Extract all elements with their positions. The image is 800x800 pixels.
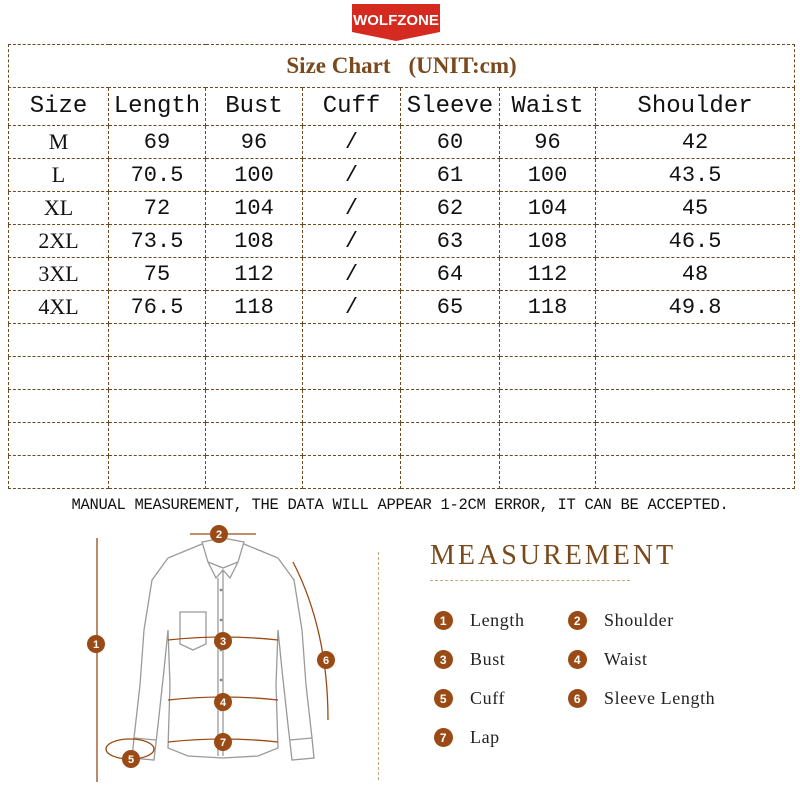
legend-item-cuff bbox=[434, 688, 505, 709]
legend-label: Waist bbox=[604, 649, 648, 669]
table-cell: 4XL bbox=[9, 291, 109, 324]
table-cell bbox=[9, 357, 109, 390]
shirt-diagram bbox=[80, 520, 350, 800]
table-cell: 104 bbox=[206, 192, 303, 225]
table-cell: 45 bbox=[596, 192, 795, 225]
table-cell: 42 bbox=[596, 126, 795, 159]
table-row bbox=[9, 258, 795, 291]
marker-2 bbox=[210, 525, 228, 543]
table-cell bbox=[303, 324, 401, 357]
table-cell bbox=[596, 324, 795, 357]
empty-table-row bbox=[9, 324, 795, 357]
legend-item-bust bbox=[434, 649, 505, 670]
measurement-note: MANUAL MEASUREMENT, THE DATA WILL APPEAR 1-2CM ERROR, IT CAN BE ACCEPTED. bbox=[71, 496, 729, 514]
number-badge-icon: 4 bbox=[568, 650, 587, 669]
diagram-markers bbox=[87, 525, 335, 768]
measurement-title-rule bbox=[430, 580, 630, 581]
table-header-row bbox=[9, 88, 795, 126]
column-header: Waist bbox=[500, 88, 596, 126]
table-cell bbox=[401, 423, 500, 456]
legend-label: Length bbox=[470, 610, 525, 630]
table-cell: M bbox=[9, 126, 109, 159]
table-cell: 43.5 bbox=[596, 159, 795, 192]
table-cell bbox=[9, 390, 109, 423]
table-cell bbox=[401, 456, 500, 489]
table-cell: 104 bbox=[500, 192, 596, 225]
table-cell: 63 bbox=[401, 225, 500, 258]
number-badge-icon: 7 bbox=[434, 728, 453, 747]
table-row bbox=[9, 126, 795, 159]
number-badge-icon: 2 bbox=[568, 611, 587, 630]
table-cell bbox=[109, 324, 206, 357]
table-row bbox=[9, 291, 795, 324]
size-chart-unit: (UNIT:cm) bbox=[408, 53, 517, 78]
empty-table-row bbox=[9, 423, 795, 456]
table-cell bbox=[109, 390, 206, 423]
table-cell bbox=[500, 324, 596, 357]
sleeve-line bbox=[293, 562, 328, 720]
table-cell bbox=[9, 456, 109, 489]
legend-item-length bbox=[434, 610, 525, 631]
legend-label: Bust bbox=[470, 649, 506, 669]
svg-text:2: 2 bbox=[215, 529, 223, 541]
legend-item-shoulder bbox=[568, 610, 674, 631]
number-badge-icon: 5 bbox=[434, 689, 453, 708]
table-cell bbox=[303, 390, 401, 423]
table-cell: / bbox=[303, 258, 401, 291]
marker-1 bbox=[87, 635, 105, 653]
size-chart-table bbox=[8, 44, 795, 489]
table-cell bbox=[109, 456, 206, 489]
legend-item-waist bbox=[568, 649, 648, 670]
legend-label: Cuff bbox=[470, 688, 506, 708]
number-badge-icon: 1 bbox=[434, 611, 453, 630]
column-header: Cuff bbox=[303, 88, 401, 126]
table-cell: / bbox=[303, 225, 401, 258]
table-cell: 96 bbox=[206, 126, 303, 159]
table-cell: 3XL bbox=[9, 258, 109, 291]
table-cell bbox=[500, 357, 596, 390]
table-cell bbox=[500, 390, 596, 423]
svg-text:3: 3 bbox=[219, 636, 227, 648]
empty-table-row bbox=[9, 456, 795, 489]
empty-table-row bbox=[9, 390, 795, 423]
column-header: Bust bbox=[206, 88, 303, 126]
table-cell bbox=[596, 357, 795, 390]
number-badge-icon: 3 bbox=[434, 650, 453, 669]
svg-text:6: 6 bbox=[322, 655, 330, 667]
table-cell: 100 bbox=[206, 159, 303, 192]
table-cell bbox=[401, 390, 500, 423]
size-chart-title-text: Size Chart bbox=[286, 53, 391, 78]
table-body bbox=[9, 126, 795, 489]
table-cell bbox=[596, 390, 795, 423]
table-cell bbox=[500, 456, 596, 489]
size-chart-title bbox=[9, 45, 795, 88]
table-cell bbox=[401, 324, 500, 357]
table-cell bbox=[9, 324, 109, 357]
table-cell: 69 bbox=[109, 126, 206, 159]
table-cell bbox=[206, 357, 303, 390]
marker-6 bbox=[317, 651, 335, 669]
table-cell: / bbox=[303, 291, 401, 324]
table-cell bbox=[109, 357, 206, 390]
table-cell bbox=[303, 456, 401, 489]
table-cell bbox=[596, 423, 795, 456]
measurement-title: MEASUREMENT bbox=[430, 540, 677, 571]
table-cell: 62 bbox=[401, 192, 500, 225]
legend-label: Shoulder bbox=[604, 610, 674, 630]
column-header: Size bbox=[9, 88, 109, 126]
brand-name: WOLFZONE bbox=[353, 12, 439, 29]
table-cell: 64 bbox=[401, 258, 500, 291]
table-cell bbox=[206, 324, 303, 357]
marker-3 bbox=[214, 632, 232, 650]
table-cell bbox=[596, 456, 795, 489]
table-row bbox=[9, 225, 795, 258]
table-cell: 100 bbox=[500, 159, 596, 192]
table-cell: 118 bbox=[500, 291, 596, 324]
table-cell: 108 bbox=[500, 225, 596, 258]
table-cell: / bbox=[303, 192, 401, 225]
table-cell bbox=[109, 423, 206, 456]
table-cell bbox=[500, 423, 596, 456]
svg-text:4: 4 bbox=[219, 697, 227, 709]
svg-text:7: 7 bbox=[219, 737, 227, 749]
legend-label: Lap bbox=[470, 727, 500, 747]
legend-item-sleeve-length bbox=[568, 688, 715, 709]
table-cell: 73.5 bbox=[109, 225, 206, 258]
table-cell bbox=[206, 390, 303, 423]
table-cell: 48 bbox=[596, 258, 795, 291]
svg-text:1: 1 bbox=[92, 639, 100, 651]
table-cell: 72 bbox=[109, 192, 206, 225]
table-cell bbox=[303, 423, 401, 456]
marker-4 bbox=[214, 693, 232, 711]
table-cell: 2XL bbox=[9, 225, 109, 258]
column-header: Shoulder bbox=[596, 88, 795, 126]
table-cell: 112 bbox=[500, 258, 596, 291]
table-cell bbox=[206, 456, 303, 489]
table-cell: 46.5 bbox=[596, 225, 795, 258]
svg-text:5: 5 bbox=[127, 754, 135, 766]
table-cell bbox=[401, 357, 500, 390]
table-row bbox=[9, 159, 795, 192]
table-cell: 70.5 bbox=[109, 159, 206, 192]
table-cell: 65 bbox=[401, 291, 500, 324]
table-cell: 76.5 bbox=[109, 291, 206, 324]
table-cell: L bbox=[9, 159, 109, 192]
brand-logo bbox=[350, 2, 442, 42]
legend-label: Sleeve Length bbox=[604, 688, 716, 708]
table-row bbox=[9, 192, 795, 225]
number-badge-icon: 6 bbox=[568, 689, 587, 708]
marker-7 bbox=[214, 733, 232, 751]
table-cell bbox=[206, 423, 303, 456]
table-cell bbox=[9, 423, 109, 456]
table-cell: / bbox=[303, 126, 401, 159]
empty-table-row bbox=[9, 357, 795, 390]
table-cell: 49.8 bbox=[596, 291, 795, 324]
table-cell: 118 bbox=[206, 291, 303, 324]
table-cell bbox=[303, 357, 401, 390]
section-divider bbox=[378, 552, 379, 780]
table-cell: 61 bbox=[401, 159, 500, 192]
table-cell: 75 bbox=[109, 258, 206, 291]
column-header: Length bbox=[109, 88, 206, 126]
table-cell: / bbox=[303, 159, 401, 192]
table-cell: 108 bbox=[206, 225, 303, 258]
table-cell: 60 bbox=[401, 126, 500, 159]
table-cell: 112 bbox=[206, 258, 303, 291]
marker-5 bbox=[122, 750, 140, 768]
legend-item-lap bbox=[434, 727, 500, 748]
table-cell: 96 bbox=[500, 126, 596, 159]
column-header: Sleeve bbox=[401, 88, 500, 126]
table-cell: XL bbox=[9, 192, 109, 225]
